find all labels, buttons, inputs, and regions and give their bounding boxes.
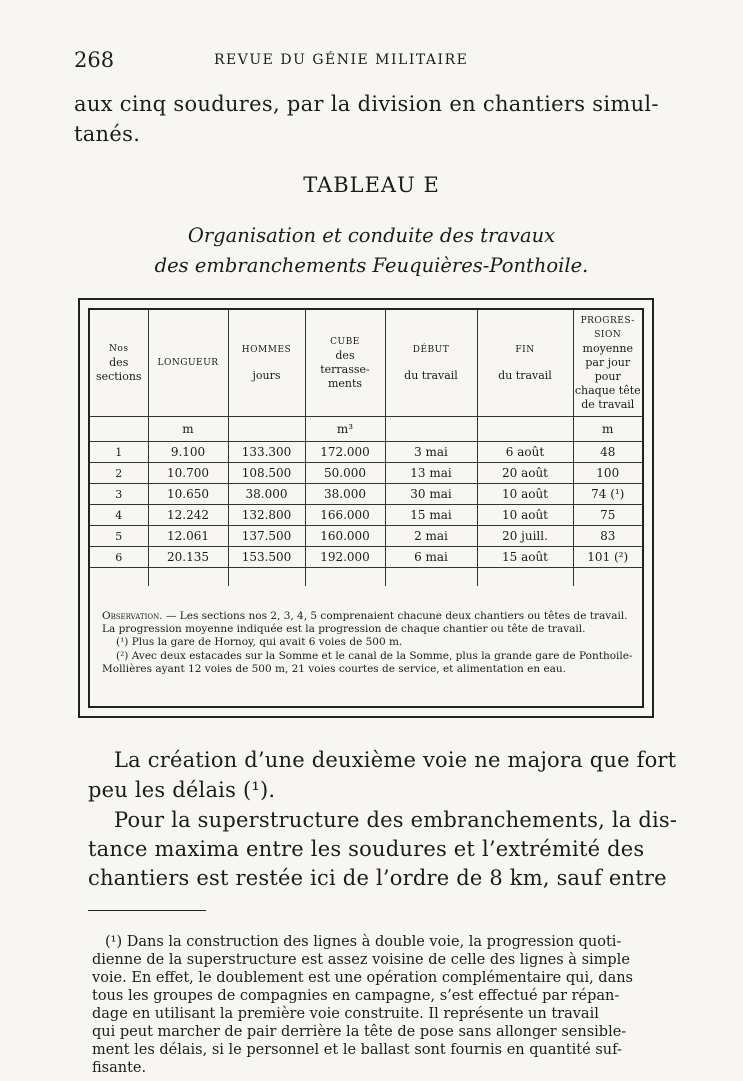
body-line-4: tance maxima entre les soudures et l’extrémité des xyxy=(88,837,645,861)
unit-cell xyxy=(228,417,305,442)
cell: 20 août xyxy=(477,463,573,484)
observation-note xyxy=(102,610,634,676)
cell: 10 août xyxy=(477,484,573,505)
cell: 133.300 xyxy=(228,442,305,463)
observation-label: Observation. xyxy=(102,610,163,622)
cell: 101 (²) xyxy=(573,547,642,568)
cell: 48 xyxy=(573,442,642,463)
cell: 30 mai xyxy=(385,484,477,505)
unit-cell xyxy=(385,417,477,442)
table-row xyxy=(90,505,642,526)
cell: 15 août xyxy=(477,547,573,568)
observation-note-1: (¹) Plus la gare de Hornoy, qui avait 6 voies de 500 m. xyxy=(116,636,403,649)
cell: 15 mai xyxy=(385,505,477,526)
cell: 4 xyxy=(90,505,148,526)
header-debut: DÉBUT du travail xyxy=(385,310,477,417)
cell: 38.000 xyxy=(305,484,385,505)
page-header xyxy=(74,48,634,78)
table-row xyxy=(90,526,642,547)
footnote-line: voie. En effet, le doublement est une opération complémentaire qui, dans xyxy=(92,970,634,986)
footnote-line: qui peut marcher de pair derrière la tête de pose sans allonger sensible- xyxy=(92,1024,627,1040)
unit-cell: m xyxy=(148,417,228,442)
header-hommes: HOMMES jours xyxy=(228,310,305,417)
body-line-5: chantiers est restée ici de l’ordre de 8 km, sauf entre xyxy=(88,866,667,890)
observation-note-2: (²) Avec deux estacades sur la Somme et le canal de la Somme, plus la grande gare de Ponthoile-Mollières ayant 12 voies de 500 m, 21 voies courtes de service, et alimentation en eau. xyxy=(102,649,633,675)
caption-line-1: Organisation et conduite des travaux xyxy=(187,224,556,247)
cell: 172.000 xyxy=(305,442,385,463)
table-header-row xyxy=(90,310,642,417)
cell: 166.000 xyxy=(305,505,385,526)
table-filler-row xyxy=(90,568,642,587)
footnote-line: fisante. xyxy=(92,1060,147,1076)
cell: 192.000 xyxy=(305,547,385,568)
table-row xyxy=(90,547,642,568)
footnote-line: dage en utilisant la première voie construite. Il représente un travail xyxy=(92,1006,599,1022)
cell: 3 mai xyxy=(385,442,477,463)
cell: 10 août xyxy=(477,505,573,526)
intro-line-2: tanés. xyxy=(74,122,141,146)
footnote-line: dienne de la superstructure est assez voisine de celle des lignes à simple xyxy=(92,952,630,968)
cell: 74 (¹) xyxy=(573,484,642,505)
units-row xyxy=(90,417,642,442)
body-line-3: Pour la superstructure des embranchements, la dis- xyxy=(114,808,678,832)
header-longueur: LONGUEUR xyxy=(148,310,228,417)
footnote-rule xyxy=(88,910,206,911)
cell: 10.700 xyxy=(148,463,228,484)
caption-line-2: des embranchements Feuquières-Ponthoile. xyxy=(154,254,589,277)
footnote-line: ment les délais, si le personnel et le ballast sont fournis en quantité suf- xyxy=(92,1042,622,1058)
cell: 153.500 xyxy=(228,547,305,568)
cell: 75 xyxy=(573,505,642,526)
cell: 13 mai xyxy=(385,463,477,484)
body-line-1: La création d’une deuxième voie ne majora que fort xyxy=(114,748,677,772)
header-progression: PROGRES- SION moyenne par jour pour chaque tête de travail xyxy=(573,310,642,417)
observation-text: — Les sections nos 2, 3, 4, 5 comprenaient chacune deux chantiers ou têtes de travail. La progression moyenne indiquée est la progression de chaque chantier ou tête de travail. xyxy=(102,610,628,636)
observation-paragraph xyxy=(102,610,634,636)
cell: 83 xyxy=(573,526,642,547)
footnote-line: tous les groupes de compagnies en campagne, s’est effectué par répan- xyxy=(92,988,620,1004)
cell: 160.000 xyxy=(305,526,385,547)
cell: 100 xyxy=(573,463,642,484)
cell: 6 mai xyxy=(385,547,477,568)
cell: 1 xyxy=(90,442,148,463)
cell: 3 xyxy=(90,484,148,505)
cell: 9.100 xyxy=(148,442,228,463)
header-cube: CUBE des terrasse- ments xyxy=(305,310,385,417)
table-row xyxy=(90,442,642,463)
body-line-2: peu les délais (¹). xyxy=(88,778,276,802)
cell: 6 août xyxy=(477,442,573,463)
cell: 50.000 xyxy=(305,463,385,484)
header-fin: FIN du travail xyxy=(477,310,573,417)
table-row xyxy=(90,484,642,505)
footnote-line: (¹) Dans la construction des lignes à double voie, la progression quoti- xyxy=(105,934,622,950)
cell: 20.135 xyxy=(148,547,228,568)
table-row xyxy=(90,463,642,484)
data-table xyxy=(90,310,642,586)
table-inner-frame xyxy=(88,308,644,708)
cell: 10.650 xyxy=(148,484,228,505)
cell: 137.500 xyxy=(228,526,305,547)
page-number: 268 xyxy=(74,48,115,72)
unit-cell: m³ xyxy=(305,417,385,442)
table-title: TABLEAU E xyxy=(303,173,440,197)
cell: 12.242 xyxy=(148,505,228,526)
unit-cell xyxy=(477,417,573,442)
unit-cell: m xyxy=(573,417,642,442)
cell: 20 juill. xyxy=(477,526,573,547)
cell: 6 xyxy=(90,547,148,568)
header-sections: Nos des sections xyxy=(90,310,148,417)
cell: 12.061 xyxy=(148,526,228,547)
cell: 2 mai xyxy=(385,526,477,547)
cell: 132.800 xyxy=(228,505,305,526)
cell: 38.000 xyxy=(228,484,305,505)
cell: 108.500 xyxy=(228,463,305,484)
table-frame xyxy=(78,298,654,718)
intro-line-1: aux cinq soudures, par la division en chantiers simul- xyxy=(74,92,659,116)
running-title: REVUE DU GÉNIE MILITAIRE xyxy=(214,52,469,68)
cell: 5 xyxy=(90,526,148,547)
cell: 2 xyxy=(90,463,148,484)
unit-cell xyxy=(90,417,148,442)
